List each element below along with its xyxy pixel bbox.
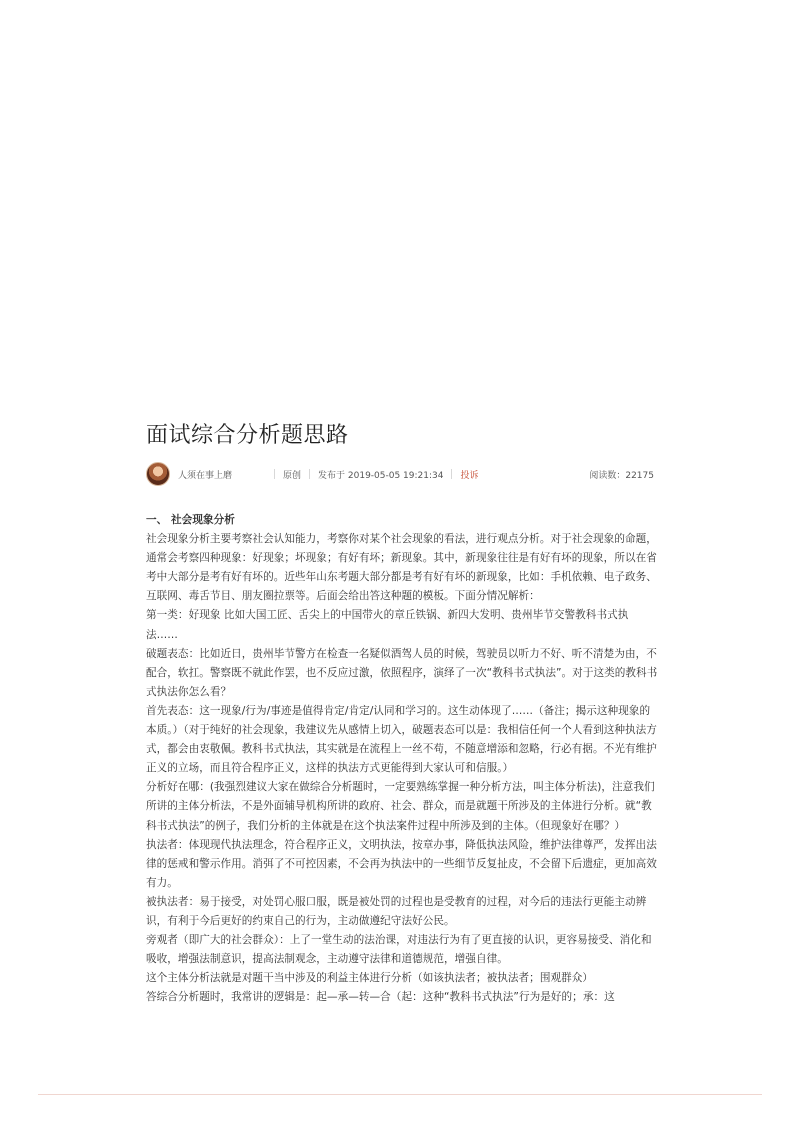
meta-separator: [451, 469, 452, 479]
paragraph: 执法者：体现现代执法理念，符合程序正义，文明执法，按章办事，降低执法风险，维护法律尊严，发挥出法律的惩戒和警示作用。消弭了不可控因素，不会再为执法中的一些细节反复扯皮，不会留下后遗症，更加高效有力。: [146, 838, 657, 889]
article-content: [146, 511, 658, 1007]
paragraph: 首先表态：这一现象/行为/事迹是值得肯定/肯定/认同和学习的。这生动体现了……（备注；揭示这种现象的本质。）（对于纯好的社会现象，我建议先从感情上切入，破题表态可以是：我相信任何一个人看到这种执法方式，都会由衷敬佩。教科书式执法，其实就是在流程上一丝不苟，不随意增添和忽略，行必有据。不光有维护正义的立场，而且符合程序正义，这样的执法方式更能得到大家认可和信服。）: [146, 704, 657, 775]
article-meta: [146, 462, 658, 486]
original-label: 原创: [283, 470, 302, 481]
paragraph: 社会现象分析主要考察社会认知能力，考察你对某个社会现象的看法，进行观点分析。对于社会现象的命题，通常会考察四种现象：好现象；坏现象；有好有坏；新现象。其中，新现象往往是有好有坏的现象，所以在省考中大部分是考有好有坏的。近些年山东考题大部分都是考有好有坏的新现象，比如：手机依赖、电子政务、互联网、毒舌节目、朋友圈拉票等。后面会给出答这种题的模板。下面分情况解析：: [146, 533, 657, 603]
read-count: 阅读数：22175: [589, 471, 654, 481]
author-avatar[interactable]: [146, 462, 170, 486]
paragraph: 分析好在哪：(我强烈建议大家在做综合分析题时，一定要熟练掌握一种分析方法，叫主体分析法)，注意我们所讲的主体分析法，不是外面辅导机构所讲的政府、社会、群众，而是就题干所涉及的主体进行分析。就“教科书式执法”的例子，我们分析的主体就是在这个执法案件过程中所涉及到的主体。（但现象好在哪？）: [146, 781, 655, 832]
section-heading: 一、 社会现象分析: [146, 514, 235, 526]
meta-separator: [309, 469, 310, 479]
paragraph: 破题表态：比如近日，贵州毕节警方在检查一名疑似酒驾人员的时候，驾驶员以听力不好、听不清楚为由，不配合，软扛。警察既不就此作罢，也不反应过激，依照程序，演绎了一次“教科书式执法”。对于这类的教科书式执法你怎么看？: [146, 647, 658, 698]
author-name[interactable]: 人须在事上磨: [178, 470, 233, 481]
meta-separator: [274, 469, 275, 479]
paragraph: 旁观者（即广大的社会群众）：上了一堂生动的法治课，对违法行为有了更直接的认识，更容易接受、消化和吸收，增强法制意识，提高法制观念，主动遵守法律和道德规范，增强自律。: [146, 934, 652, 966]
page-divider: [38, 1094, 762, 1095]
article-page: [146, 420, 658, 1007]
paragraph: 第一类：好现象 比如大国工匠、舌尖上的中国带火的章丘铁锅、新四大发明、贵州毕节交警教科书式执法……: [146, 609, 629, 641]
paragraph: 这个主体分析法就是对题干当中涉及的利益主体进行分析（如该执法者；被执法者；围观群众）: [146, 972, 594, 985]
paragraph: 被执法者：易于接受，对处罚心服口服，既是被处罚的过程也是受教育的过程，对今后的违法行更能主动辨识，有利于今后更好的约束自己的行为，主动做遵纪守法好公民。: [146, 895, 647, 927]
paragraph: 答综合分析题时，我常讲的逻辑是：起—承—转—合（起：这种“教科书式执法”行为是好的；承：这: [146, 991, 615, 1004]
report-link[interactable]: 投诉: [460, 470, 479, 481]
article-title: 面试综合分析题思路: [146, 423, 349, 448]
publish-time: 发布于 2019-05-05 19:21:34: [318, 470, 444, 481]
